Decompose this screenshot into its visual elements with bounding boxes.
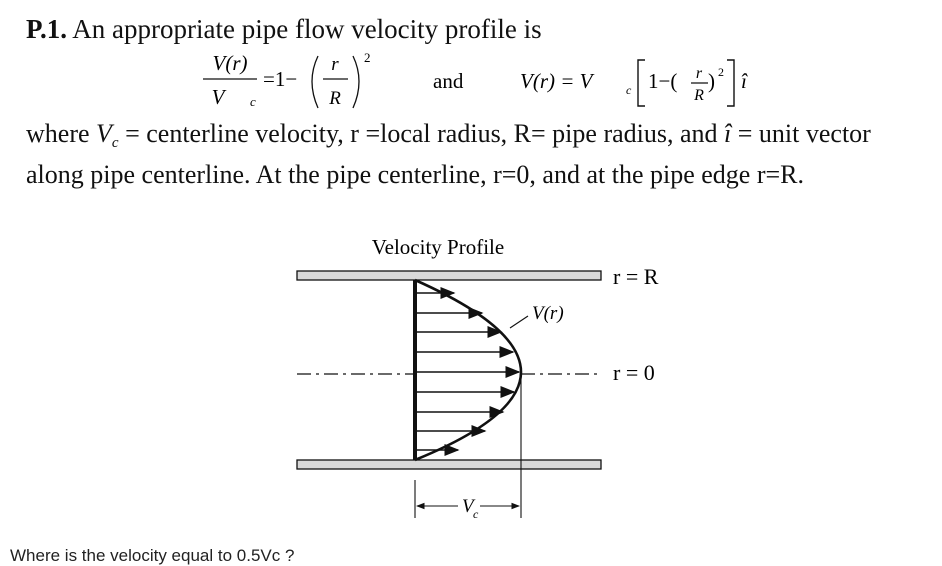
- eq2-one-minus: 1−(: [648, 69, 678, 93]
- eq2-r: r: [695, 65, 703, 82]
- eq2-sub-c: c: [626, 83, 632, 97]
- eq1-exponent: 2: [364, 50, 371, 65]
- pipe-bottom-wall: [297, 460, 601, 469]
- problem-intro: An appropriate pipe flow velocity profile is: [72, 14, 542, 44]
- curve-label-leader: [510, 316, 528, 328]
- problem-number: P.1.: [26, 14, 68, 44]
- pipe-top-wall: [297, 271, 601, 280]
- eq1-right-paren: [353, 56, 359, 108]
- eq2-left-bracket: [638, 60, 645, 106]
- eq2-unit-vector: î: [741, 69, 747, 93]
- desc-part2: = centerline velocity, r =local radius, R= pipe radius, and: [118, 119, 725, 148]
- eq1-left-paren: [312, 56, 318, 108]
- desc-vc: V: [96, 119, 112, 148]
- eq2-R: R: [694, 87, 704, 104]
- question-text: Where is the velocity equal to 0.5Vc ?: [10, 546, 295, 565]
- label-r-equals-R: r = R: [613, 264, 659, 289]
- equation-1: [203, 50, 371, 109]
- eq1-lhs-denominator: V: [211, 85, 225, 109]
- problem-title: [26, 12, 542, 46]
- vc-dim-label: V: [462, 496, 474, 517]
- figure-title: Velocity Profile: [371, 235, 505, 259]
- velocity-profile-figure: [0, 228, 942, 546]
- equations: [0, 48, 942, 120]
- eq2-close-paren: ): [708, 69, 715, 93]
- eq1-R: R: [329, 88, 341, 109]
- eq1-r: r: [331, 54, 339, 75]
- label-r-equals-0: r = 0: [613, 360, 655, 385]
- eq2-exponent: 2: [718, 65, 724, 79]
- velocity-profile-curve: [415, 280, 521, 460]
- velocity-arrows: [417, 293, 519, 450]
- eq2-right-bracket: [727, 60, 734, 106]
- desc-part1: where: [26, 119, 97, 148]
- eq1-lhs-numerator: V(r): [212, 51, 248, 75]
- desc-vc-sub: c: [111, 135, 119, 151]
- vc-dim-label-sub: c: [473, 507, 479, 521]
- eq1-lhs-den-sub: c: [250, 94, 256, 109]
- description-paragraph: [26, 118, 916, 191]
- eq1-equals-one-minus: =1−: [263, 67, 298, 91]
- equation-2: [520, 60, 748, 106]
- desc-ihat: î: [724, 119, 732, 148]
- curve-label: V(r): [532, 303, 564, 324]
- connector-and: and: [433, 69, 464, 93]
- eq2-lhs: V(r) = V: [520, 69, 593, 93]
- desc-part3: = unit vector along pipe centerline. At the pipe centerline, r=0, and at the pipe edge r=R.: [26, 119, 871, 189]
